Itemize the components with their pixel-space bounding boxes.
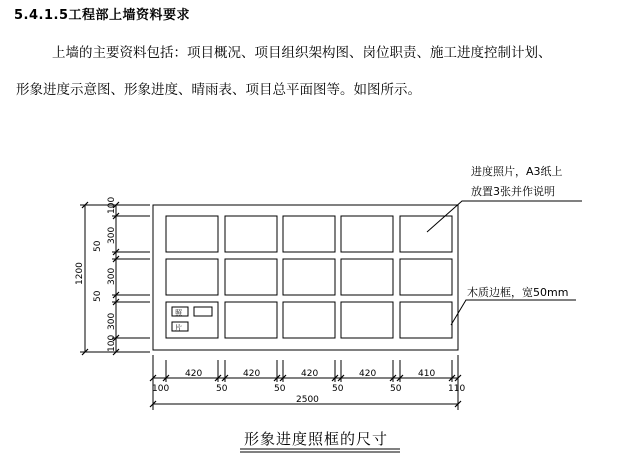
intro-paragraph-line2: 形象进度示意图、形象进度、晴雨表、项目总平面图等。如图所示。	[16, 82, 421, 98]
photo-cell	[341, 259, 393, 295]
photo-cell	[400, 302, 452, 338]
dim-cell-width-5: 410	[418, 369, 436, 379]
small-label-2: 片	[175, 324, 182, 332]
photo-cell	[166, 259, 218, 295]
photo-cell	[225, 259, 277, 295]
dim-bottom-1: 100	[152, 384, 170, 394]
small-label-1: 照	[175, 309, 182, 317]
outer-frame	[153, 205, 458, 350]
dim-bottom-3: 50	[274, 384, 286, 394]
photo-cell	[283, 216, 335, 252]
photo-cell	[283, 302, 335, 338]
dim-bottom-2: 50	[216, 384, 228, 394]
callout-photo-text-1: 进度照片，A3纸上	[471, 165, 563, 178]
photo-cell	[400, 259, 452, 295]
dim-cell-width-1: 420	[185, 369, 203, 379]
photo-cell	[400, 216, 452, 252]
dim-left-5: 50	[93, 290, 103, 302]
callout-frame-leader	[451, 300, 576, 325]
intro-paragraph-line1: 上墙的主要资料包括：项目概况、项目组织架构图、岗位职责、施工进度控制计划、	[52, 45, 552, 61]
dim-height-total: 1200	[75, 262, 85, 285]
photo-cell	[225, 216, 277, 252]
dim-cell-width-2: 420	[243, 369, 261, 379]
dim-cell-width-4: 420	[359, 369, 377, 379]
dim-left-4: 300	[107, 267, 117, 285]
dim-left-1: 100	[107, 196, 117, 214]
dim-bottom-4: 50	[332, 384, 344, 394]
small-box-2	[194, 307, 212, 316]
photo-cell	[341, 302, 393, 338]
dim-left-6: 300	[107, 312, 117, 330]
figure-caption: 形象进度照框的尺寸	[244, 430, 389, 448]
dim-cell-width-3: 420	[301, 369, 319, 379]
section-heading: 5.4.1.5工程部上墙资料要求	[14, 8, 190, 23]
photo-cell	[341, 216, 393, 252]
dim-bottom-5: 50	[390, 384, 402, 394]
dim-width-total: 2500	[296, 395, 319, 405]
dim-bottom-6: 110	[448, 384, 466, 394]
dim-left-7: 100	[107, 334, 117, 352]
callout-photo-text-2: 放置3张并作说明	[471, 185, 555, 198]
dim-left-2: 300	[107, 226, 117, 244]
photo-cell	[283, 259, 335, 295]
photo-cell	[225, 302, 277, 338]
dim-left-3: 50	[93, 240, 103, 252]
photo-cell	[166, 216, 218, 252]
callout-frame-text: 木质边框，宽50mm	[467, 286, 569, 299]
